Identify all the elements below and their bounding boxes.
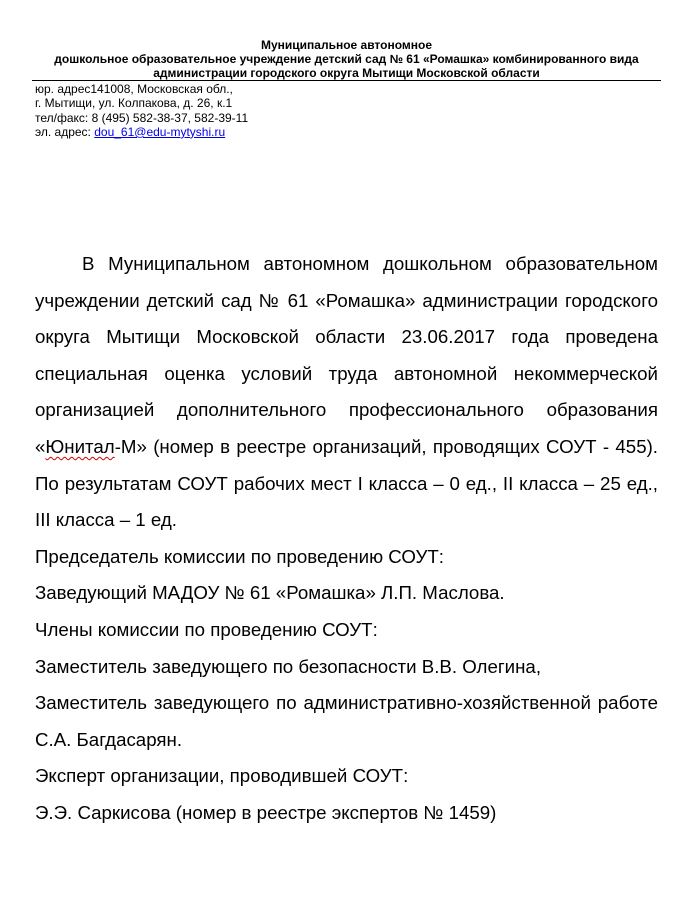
letterhead (32, 38, 661, 80)
chair-heading: Председатель комиссии по проведению СОУТ: (35, 545, 444, 567)
legal-address-line-1: юр. адрес141008, Московская обл., (35, 82, 233, 96)
member-1: Заместитель заведующего по безопасности В.В. Олегина, (35, 655, 542, 677)
phone-fax-line: тел/факс: 8 (495) 582-38-37, 582-39-11 (35, 110, 249, 125)
main-paragraph-text-1: В Муниципальном автономном дошкольном образовательном учреждении детский сад № 61 «Ромашка» администрации городского округа Мытищи Московской области 23.06.2017 года проведена специальная оценка условий труда автономной некоммерческой организацией дополнительного профессионального образования « (35, 253, 658, 457)
expert-heading: Эксперт организации, проводившей СОУТ: (35, 765, 409, 787)
letterhead-line-3: администрации городского округа Мытищи Московской области (153, 66, 540, 80)
spellcheck-flagged-word: Юнитал (45, 435, 115, 457)
member-2: Заместитель заведующего по административно-хозяйственной работе С.А. Багдасарян. (35, 692, 658, 750)
expert-name: Э.Э. Саркисова (номер в реестре экспертов № 1459) (35, 801, 497, 823)
main-paragraph-text-2: -М» (номер в реестре организаций, проводящих СОУТ - 455). По результатам СОУТ рабочих мест I класса – 0 ед., II класса – 25 ед., III класса – 1 ед. (35, 435, 658, 531)
chair-name: Заведующий МАДОУ № 61 «Ромашка» Л.П. Маслова. (35, 582, 505, 604)
document-body (35, 246, 658, 832)
contact-block (35, 82, 248, 139)
email-link[interactable]: dou_61@edu-mytyshi.ru (94, 124, 226, 139)
email-line (35, 125, 248, 139)
main-paragraph (35, 246, 658, 539)
letterhead-line-2: дошкольное образовательное учреждение детский сад № 61 «Ромашка» комбинированного вида (54, 52, 639, 66)
email-label: эл. адрес: (35, 124, 95, 139)
members-heading: Члены комиссии по проведению СОУТ: (35, 618, 378, 640)
legal-address-line-2: г. Мытищи, ул. Колпакова, д. 26, к.1 (35, 96, 233, 111)
letterhead-line-1: Муниципальное автономное (260, 38, 433, 52)
letterhead-divider (32, 80, 661, 81)
